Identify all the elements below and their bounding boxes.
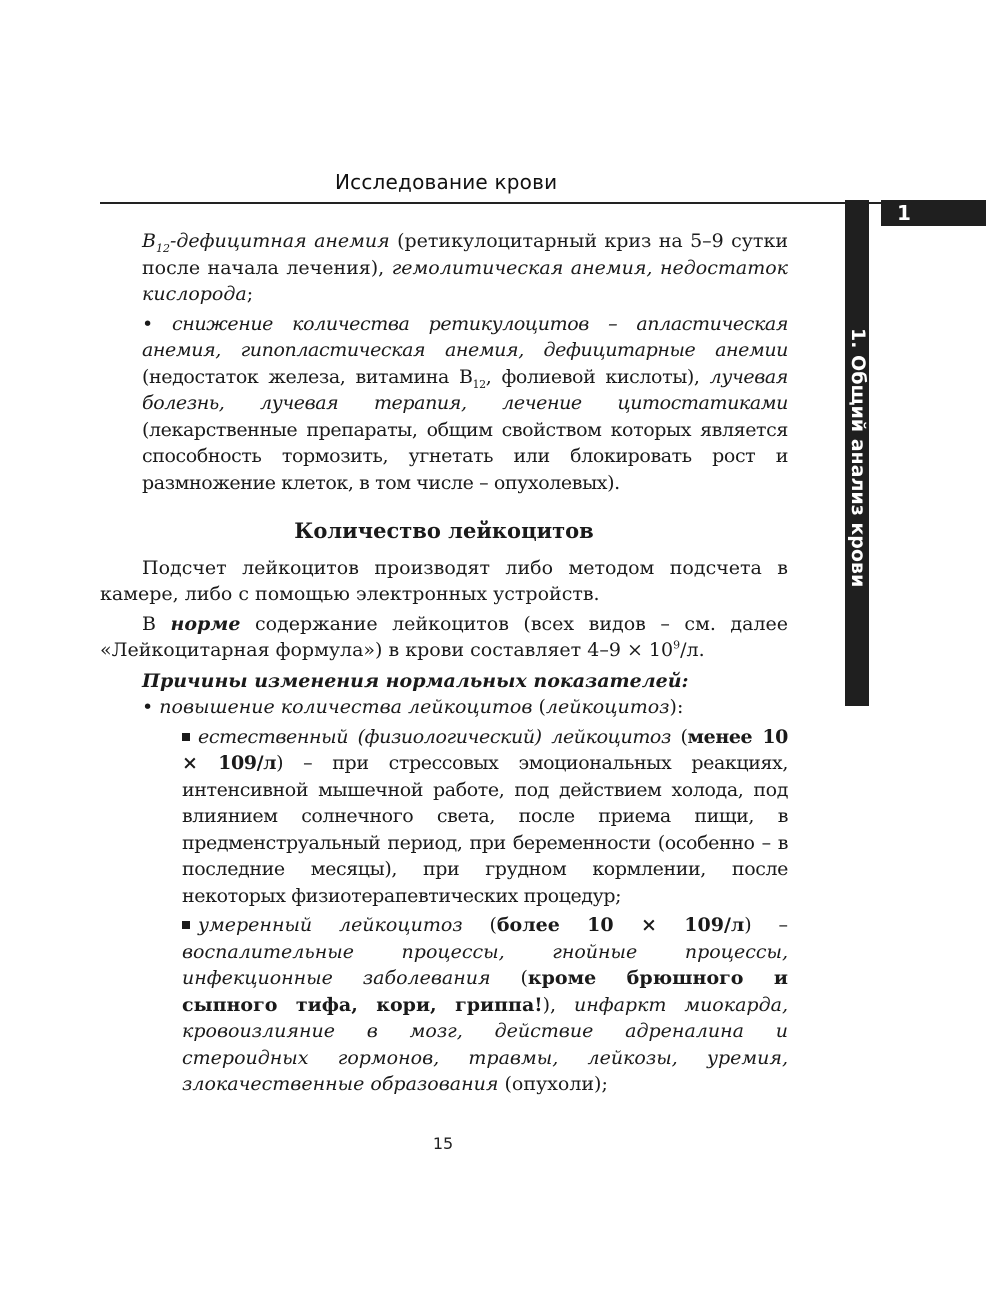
tumors-note: (опухоли);	[498, 1073, 608, 1095]
physiological-leukocytosis-term: естественный (физиологический) лейкоцитоз	[198, 725, 671, 748]
item-moderate-leukocytosis	[100, 912, 788, 1098]
punct: ) –	[744, 914, 789, 936]
bullet-leukocytosis	[100, 694, 788, 721]
radiation-terms: лучевая болезнь, лучевая терапия, лечение цитостатиками	[142, 365, 788, 414]
b12-anemia-note: (ретикулоцитарный криз на 5–9 сутки после начала лечения),	[142, 230, 788, 279]
norm-exponent: 9	[673, 638, 681, 652]
b12-subscript: 12	[472, 377, 486, 391]
paragraph-counting-method: Подсчет лейкоцитов производят либо методом подсчета в камере, либо с помощью электронных устройств.	[100, 556, 788, 605]
causes-title: Причины изменения нормальных показателей:	[142, 669, 689, 692]
physiological-threshold: менее 10 × 109/л	[182, 725, 788, 774]
punct: ;	[246, 283, 254, 305]
bullet-dot: •	[142, 696, 154, 718]
b12-subscript: 12	[155, 241, 170, 255]
item-physiological-leukocytosis	[100, 724, 788, 910]
hemolytic-anemia-term: гемолитическая анемия, недостаток кислорода	[142, 256, 788, 305]
punct: (	[490, 967, 528, 989]
reticulocyte-decrease-terms: снижение количества ретикулоцитов – апластическая анемия, гипопластическая анемия, дефицитарные анемии	[142, 312, 789, 361]
paragraph-norm	[100, 611, 788, 664]
b12-letter: B	[142, 230, 156, 252]
section-heading: Количество лейкоцитов	[294, 518, 594, 543]
punct: (	[462, 914, 497, 936]
norm-intro: В	[142, 612, 171, 635]
leukocyte-increase-term: повышение количества лейкоцитов	[159, 696, 533, 718]
header-rule	[100, 202, 886, 204]
page-number: 15	[432, 1134, 454, 1153]
leukocytosis-term: лейкоцитоз	[545, 696, 670, 718]
deficiency-note: (недостаток железа, витамина B	[142, 365, 473, 388]
moderate-leukocytosis-term: умеренный лейкоцитоз	[198, 914, 463, 936]
bullet-dot: •	[142, 312, 153, 335]
paragraph-b12-anemia	[100, 228, 788, 308]
b12-anemia-term: -дефицитная анемия	[169, 230, 390, 252]
square-bullet-icon	[182, 921, 190, 929]
punct: (	[532, 696, 546, 718]
punct: ),	[542, 993, 574, 1016]
moderate-threshold: более 10 × 109/л	[496, 914, 745, 936]
side-chapter-bar	[845, 200, 869, 706]
running-title: Исследование крови	[335, 170, 558, 194]
chapter-number-tab: 1	[881, 200, 986, 226]
exceptions-note: кроме брюшного и сыпного тифа, кори, гриппа!	[182, 967, 788, 1016]
other-causes: инфаркт миокарда, кровоизлияние в мозг, действие адреналина и стероидных гормонов, травмы, лейкозы, уремия, злокачественные образования	[182, 993, 788, 1095]
page-body	[100, 228, 788, 1098]
bullet-reticulocyte-decrease	[100, 311, 788, 497]
side-chapter-title: 1. Общий анализ крови	[847, 328, 869, 588]
punct: ):	[669, 696, 684, 718]
folic-note: , фолиевой кислоты),	[485, 365, 710, 388]
norm-term: норме	[170, 612, 241, 635]
punct: (	[670, 725, 688, 748]
physiological-causes: ) – при стрессовых эмоциональных реакциях, интенсивной мышечной работе, под действием холода, под влиянием солнечного света, после приема пищи, в предменструальный период, при беременности (особенно – в последние месяцы), при грудном кормлении, после некоторых физиотерапевтических процедур;	[182, 752, 788, 907]
norm-value-text: содержание лейкоцитов (всех видов – см. далее «Лейкоцитарная формула») в крови составляет 4–9 × 10	[100, 612, 788, 661]
cytostatics-note: (лекарственные препараты, общим свойством которых является способность тормозить, угнетать или блокировать рост и размножение клеток, в том числе – опухолевых).	[142, 418, 788, 494]
inflammatory-causes: воспалительные процессы, гнойные процессы, инфекционные заболевания	[182, 940, 788, 989]
norm-unit: /л.	[680, 639, 705, 661]
square-bullet-icon	[182, 733, 190, 741]
